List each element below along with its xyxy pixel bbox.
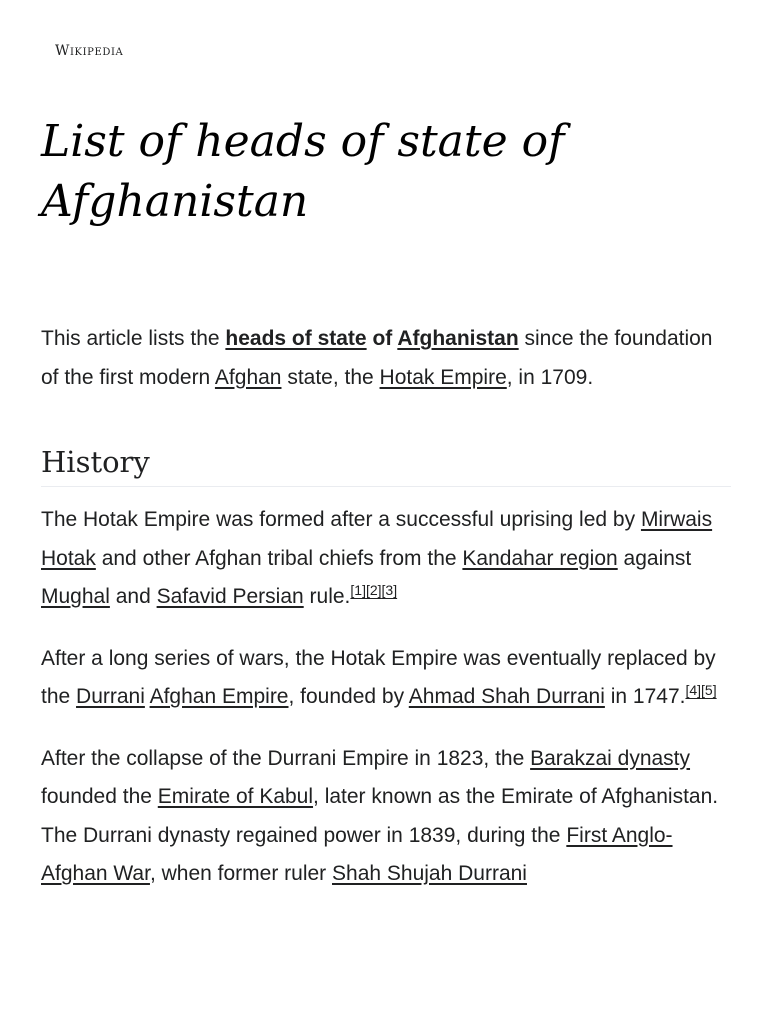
intro-paragraph <box>41 320 731 397</box>
link-afghan[interactable]: Afghan <box>214 365 282 389</box>
link-first-anglo-afghan-war[interactable]: First Anglo-Afghan War <box>41 823 673 885</box>
reference-link[interactable]: [4] <box>685 682 702 698</box>
page-title: List of heads of state of Afghanistan <box>41 116 565 227</box>
intro-text: , in 1709. <box>506 365 594 389</box>
link-mirwais-hotak[interactable]: Mirwais Hotak <box>41 508 713 570</box>
history-paragraph-2 <box>41 640 731 717</box>
link-emirate-of-kabul[interactable]: Emirate of Kabul <box>157 785 314 808</box>
link-hotak-empire[interactable]: Hotak Empire <box>379 365 507 389</box>
history-paragraph-1 <box>41 501 731 617</box>
link-durrani[interactable]: Durrani <box>76 685 145 708</box>
link-safavid-persian[interactable]: Safavid Persian <box>156 585 304 608</box>
paragraph-text: , when former ruler <box>149 862 333 885</box>
paragraph-text: , later known as the Emirate of Afghanistan. The Durrani dynasty regained power in 1839, during the <box>41 785 719 847</box>
paragraph-text: and <box>109 585 157 608</box>
link-afghanistan[interactable]: Afghanistan <box>397 327 519 350</box>
paragraph-text: in 1747. <box>604 685 686 708</box>
intro-text: state, the <box>281 365 380 389</box>
intro-bold-text: of <box>366 327 398 350</box>
article-content <box>41 320 731 917</box>
link-ahmad-shah-durrani[interactable]: Ahmad Shah Durrani <box>408 685 605 708</box>
intro-text: This article lists the <box>41 327 226 350</box>
reference-group <box>350 582 397 598</box>
reference-link[interactable]: [1] <box>350 582 366 598</box>
paragraph-text: After a long series of wars, the Hotak Empire was eventually replaced by the <box>41 646 716 708</box>
history-paragraph-3 <box>41 740 731 894</box>
reference-link[interactable]: [3] <box>381 582 398 598</box>
paragraph-text: and other Afghan tribal chiefs from the <box>95 546 463 570</box>
link-heads-of-state[interactable]: heads of state <box>225 327 367 350</box>
reference-group <box>685 682 716 698</box>
paragraph-text: , founded by <box>288 685 409 708</box>
paragraph-text: The Hotak Empire was formed after a successful uprising led by <box>41 508 641 531</box>
reference-link[interactable]: [5] <box>701 682 717 698</box>
paragraph-text: After the collapse of the Durrani Empire in 1823, the <box>41 746 531 770</box>
link-kandahar-region[interactable]: Kandahar region <box>462 546 618 570</box>
link-barakzai-dynasty[interactable]: Barakzai dynasty <box>530 746 691 770</box>
intro-text: since the foundation of the first modern <box>41 327 713 389</box>
wikipedia-wordmark-link[interactable]: Wikipedia <box>55 43 124 59</box>
link-afghan-empire[interactable]: Afghan Empire <box>149 685 289 708</box>
paragraph-text: founded the <box>41 785 158 808</box>
paragraph-text: against <box>617 546 692 570</box>
reference-link[interactable]: [2] <box>365 582 382 598</box>
paragraph-text: rule. <box>303 585 351 608</box>
link-mughal[interactable]: Mughal <box>41 585 110 608</box>
section-heading-history: History <box>41 440 731 487</box>
link-shah-shujah-durrani[interactable]: Shah Shujah Durrani <box>332 862 527 885</box>
